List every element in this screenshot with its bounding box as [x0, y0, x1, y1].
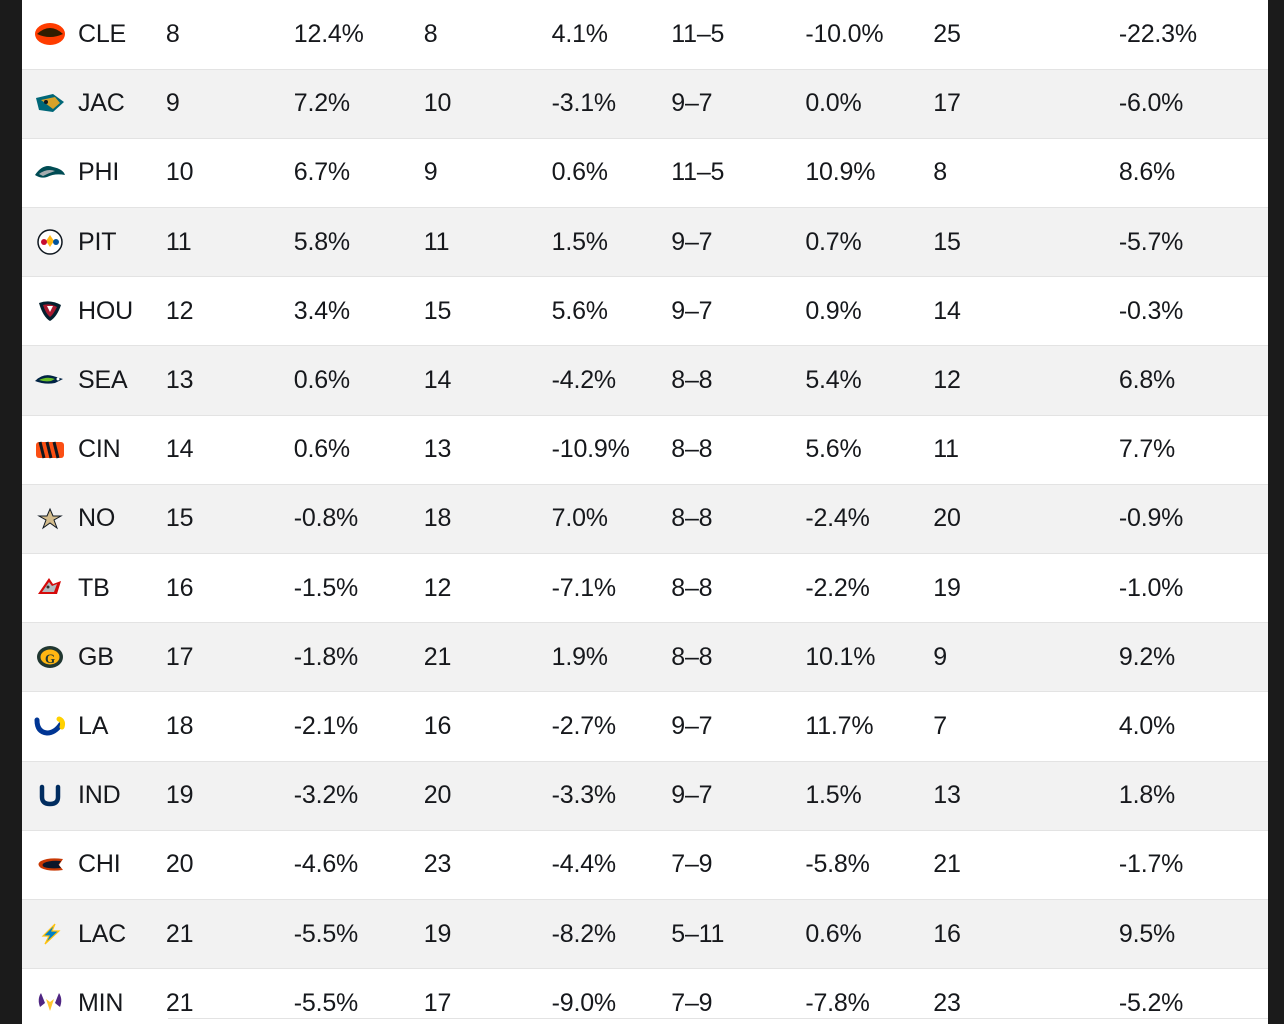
value4: -0.3%	[1103, 277, 1268, 346]
value3: 0.7%	[789, 208, 917, 277]
value4: 6.8%	[1103, 346, 1268, 415]
bengals-logo	[32, 435, 68, 465]
rank3: 9	[917, 623, 1103, 692]
team-cell[interactable]	[22, 346, 150, 415]
rank3: 13	[917, 761, 1103, 830]
value3: -10.0%	[789, 0, 917, 69]
value4: -1.7%	[1103, 830, 1268, 899]
value3: -2.2%	[789, 554, 917, 623]
standings-table-container[interactable]	[22, 0, 1268, 1024]
rank2: 17	[408, 969, 536, 1024]
table-row[interactable]	[22, 277, 1268, 346]
team-abbr: CHI	[78, 850, 121, 879]
dvoa2: -4.4%	[536, 830, 656, 899]
dvoa1: -5.5%	[278, 969, 408, 1024]
value3: 0.9%	[789, 277, 917, 346]
record: 5–11	[655, 899, 789, 968]
rank1: 20	[150, 830, 278, 899]
rank2: 15	[408, 277, 536, 346]
team-abbr: NO	[78, 504, 116, 533]
team-abbr: JAC	[78, 89, 125, 118]
team-cell[interactable]	[22, 138, 150, 207]
rank2: 21	[408, 623, 536, 692]
value4: -22.3%	[1103, 0, 1268, 69]
team-abbr: IND	[78, 781, 121, 810]
team-abbr: HOU	[78, 296, 133, 325]
dvoa1: 7.2%	[278, 69, 408, 138]
record: 9–7	[655, 277, 789, 346]
record: 9–7	[655, 69, 789, 138]
dvoa2: -9.0%	[536, 969, 656, 1024]
dvoa1: -4.6%	[278, 830, 408, 899]
record: 9–7	[655, 208, 789, 277]
record: 9–7	[655, 692, 789, 761]
record: 11–5	[655, 0, 789, 69]
table-row[interactable]	[22, 761, 1268, 830]
colts-logo	[32, 781, 68, 811]
rank2: 10	[408, 69, 536, 138]
team-cell[interactable]	[22, 830, 150, 899]
table-body	[22, 0, 1268, 1024]
team-cell[interactable]	[22, 554, 150, 623]
team-cell[interactable]	[22, 277, 150, 346]
jaguars-logo	[32, 89, 68, 119]
value3: 5.6%	[789, 415, 917, 484]
svg-text:G: G	[45, 651, 55, 667]
steelers-logo	[32, 227, 68, 257]
record: 8–8	[655, 554, 789, 623]
value4: -0.9%	[1103, 484, 1268, 553]
table-row[interactable]	[22, 69, 1268, 138]
buccaneers-logo	[32, 573, 68, 603]
dvoa2: 1.5%	[536, 208, 656, 277]
texans-logo	[32, 296, 68, 326]
dvoa2: 0.6%	[536, 138, 656, 207]
table-row[interactable]	[22, 623, 1268, 692]
team-abbr: PIT	[78, 227, 117, 256]
rank1: 8	[150, 0, 278, 69]
team-cell[interactable]	[22, 484, 150, 553]
value3: -7.8%	[789, 969, 917, 1024]
value4: 4.0%	[1103, 692, 1268, 761]
dvoa1: 3.4%	[278, 277, 408, 346]
rank3: 21	[917, 830, 1103, 899]
dvoa1: -0.8%	[278, 484, 408, 553]
value4: 9.2%	[1103, 623, 1268, 692]
team-abbr: PHI	[78, 158, 120, 187]
rank1: 15	[150, 484, 278, 553]
rank1: 17	[150, 623, 278, 692]
dvoa1: -3.2%	[278, 761, 408, 830]
rank2: 23	[408, 830, 536, 899]
dvoa2: -3.1%	[536, 69, 656, 138]
rank1: 21	[150, 969, 278, 1024]
rank1: 16	[150, 554, 278, 623]
rank1: 10	[150, 138, 278, 207]
value3: 1.5%	[789, 761, 917, 830]
team-abbr: GB	[78, 642, 114, 671]
rank1: 21	[150, 899, 278, 968]
rank2: 8	[408, 0, 536, 69]
rank3: 8	[917, 138, 1103, 207]
rank2: 12	[408, 554, 536, 623]
team-abbr: CIN	[78, 435, 121, 464]
value4: -1.0%	[1103, 554, 1268, 623]
browns-logo	[32, 19, 68, 49]
seahawks-logo	[32, 366, 68, 396]
dvoa1: 5.8%	[278, 208, 408, 277]
eagles-logo	[32, 158, 68, 188]
value3: 5.4%	[789, 346, 917, 415]
rank3: 16	[917, 899, 1103, 968]
team-cell[interactable]	[22, 69, 150, 138]
team-cell[interactable]	[22, 969, 150, 1024]
record: 11–5	[655, 138, 789, 207]
table-row[interactable]	[22, 138, 1268, 207]
dvoa2: 4.1%	[536, 0, 656, 69]
dvoa1: -1.8%	[278, 623, 408, 692]
value4: 8.6%	[1103, 138, 1268, 207]
record: 7–9	[655, 969, 789, 1024]
saints-logo	[32, 504, 68, 534]
rank3: 15	[917, 208, 1103, 277]
rank3: 7	[917, 692, 1103, 761]
table-row[interactable]	[22, 208, 1268, 277]
rank2: 13	[408, 415, 536, 484]
rank1: 14	[150, 415, 278, 484]
value4: 9.5%	[1103, 899, 1268, 968]
record: 8–8	[655, 415, 789, 484]
vikings-logo	[32, 988, 68, 1018]
dvoa2: -3.3%	[536, 761, 656, 830]
rank1: 12	[150, 277, 278, 346]
record: 8–8	[655, 346, 789, 415]
dvoa2: -2.7%	[536, 692, 656, 761]
team-cell[interactable]	[22, 899, 150, 968]
rank2: 19	[408, 899, 536, 968]
rank3: 12	[917, 346, 1103, 415]
standings-table	[22, 0, 1268, 1024]
dvoa1: 0.6%	[278, 415, 408, 484]
rank2: 11	[408, 208, 536, 277]
table-row[interactable]	[22, 830, 1268, 899]
dvoa1: 0.6%	[278, 346, 408, 415]
rank3: 11	[917, 415, 1103, 484]
rank1: 18	[150, 692, 278, 761]
dvoa2: -4.2%	[536, 346, 656, 415]
dvoa1: 12.4%	[278, 0, 408, 69]
dvoa2: 5.6%	[536, 277, 656, 346]
record: 7–9	[655, 830, 789, 899]
team-cell[interactable]	[22, 692, 150, 761]
rank2: 16	[408, 692, 536, 761]
table-row-divider	[168, 1018, 1268, 1019]
table-row[interactable]	[22, 692, 1268, 761]
rams-logo	[32, 711, 68, 741]
dvoa2: -7.1%	[536, 554, 656, 623]
team-abbr: MIN	[78, 988, 124, 1017]
rank2: 18	[408, 484, 536, 553]
dvoa2: 1.9%	[536, 623, 656, 692]
value4: -5.2%	[1103, 969, 1268, 1024]
value3: 11.7%	[789, 692, 917, 761]
dvoa2: -10.9%	[536, 415, 656, 484]
value4: -6.0%	[1103, 69, 1268, 138]
rank1: 11	[150, 208, 278, 277]
record: 9–7	[655, 761, 789, 830]
team-cell[interactable]	[22, 0, 150, 69]
team-abbr: CLE	[78, 19, 127, 48]
value3: 0.6%	[789, 899, 917, 968]
rank1: 13	[150, 346, 278, 415]
value3: 10.1%	[789, 623, 917, 692]
dvoa1: -5.5%	[278, 899, 408, 968]
rank3: 17	[917, 69, 1103, 138]
dvoa1: -2.1%	[278, 692, 408, 761]
table-row[interactable]	[22, 346, 1268, 415]
rank2: 20	[408, 761, 536, 830]
table-row[interactable]	[22, 0, 1268, 69]
table-row[interactable]	[22, 554, 1268, 623]
team-cell[interactable]	[22, 208, 150, 277]
team-cell[interactable]	[22, 761, 150, 830]
value3: 0.0%	[789, 69, 917, 138]
rank1: 9	[150, 69, 278, 138]
value4: 1.8%	[1103, 761, 1268, 830]
record: 8–8	[655, 484, 789, 553]
value3: -2.4%	[789, 484, 917, 553]
bears-logo	[32, 850, 68, 880]
value4: 7.7%	[1103, 415, 1268, 484]
chargers-logo	[32, 919, 68, 949]
rank3: 25	[917, 0, 1103, 69]
rank3: 19	[917, 554, 1103, 623]
team-abbr: SEA	[78, 366, 128, 395]
rank3: 23	[917, 969, 1103, 1024]
rank3: 14	[917, 277, 1103, 346]
team-cell[interactable]	[22, 415, 150, 484]
dvoa2: 7.0%	[536, 484, 656, 553]
record: 8–8	[655, 623, 789, 692]
team-cell[interactable]	[22, 623, 150, 692]
team-abbr: LA	[78, 711, 109, 740]
rank3: 20	[917, 484, 1103, 553]
dvoa1: 6.7%	[278, 138, 408, 207]
rank2: 14	[408, 346, 536, 415]
dvoa1: -1.5%	[278, 554, 408, 623]
packers-logo	[32, 642, 68, 672]
table-row[interactable]	[22, 899, 1268, 968]
team-abbr: TB	[78, 573, 110, 602]
dvoa2: -8.2%	[536, 899, 656, 968]
value3: 10.9%	[789, 138, 917, 207]
table-row[interactable]	[22, 969, 1268, 1024]
rank1: 19	[150, 761, 278, 830]
table-row[interactable]	[22, 415, 1268, 484]
value4: -5.7%	[1103, 208, 1268, 277]
rank2: 9	[408, 138, 536, 207]
table-row[interactable]	[22, 484, 1268, 553]
value3: -5.8%	[789, 830, 917, 899]
team-abbr: LAC	[78, 919, 127, 948]
